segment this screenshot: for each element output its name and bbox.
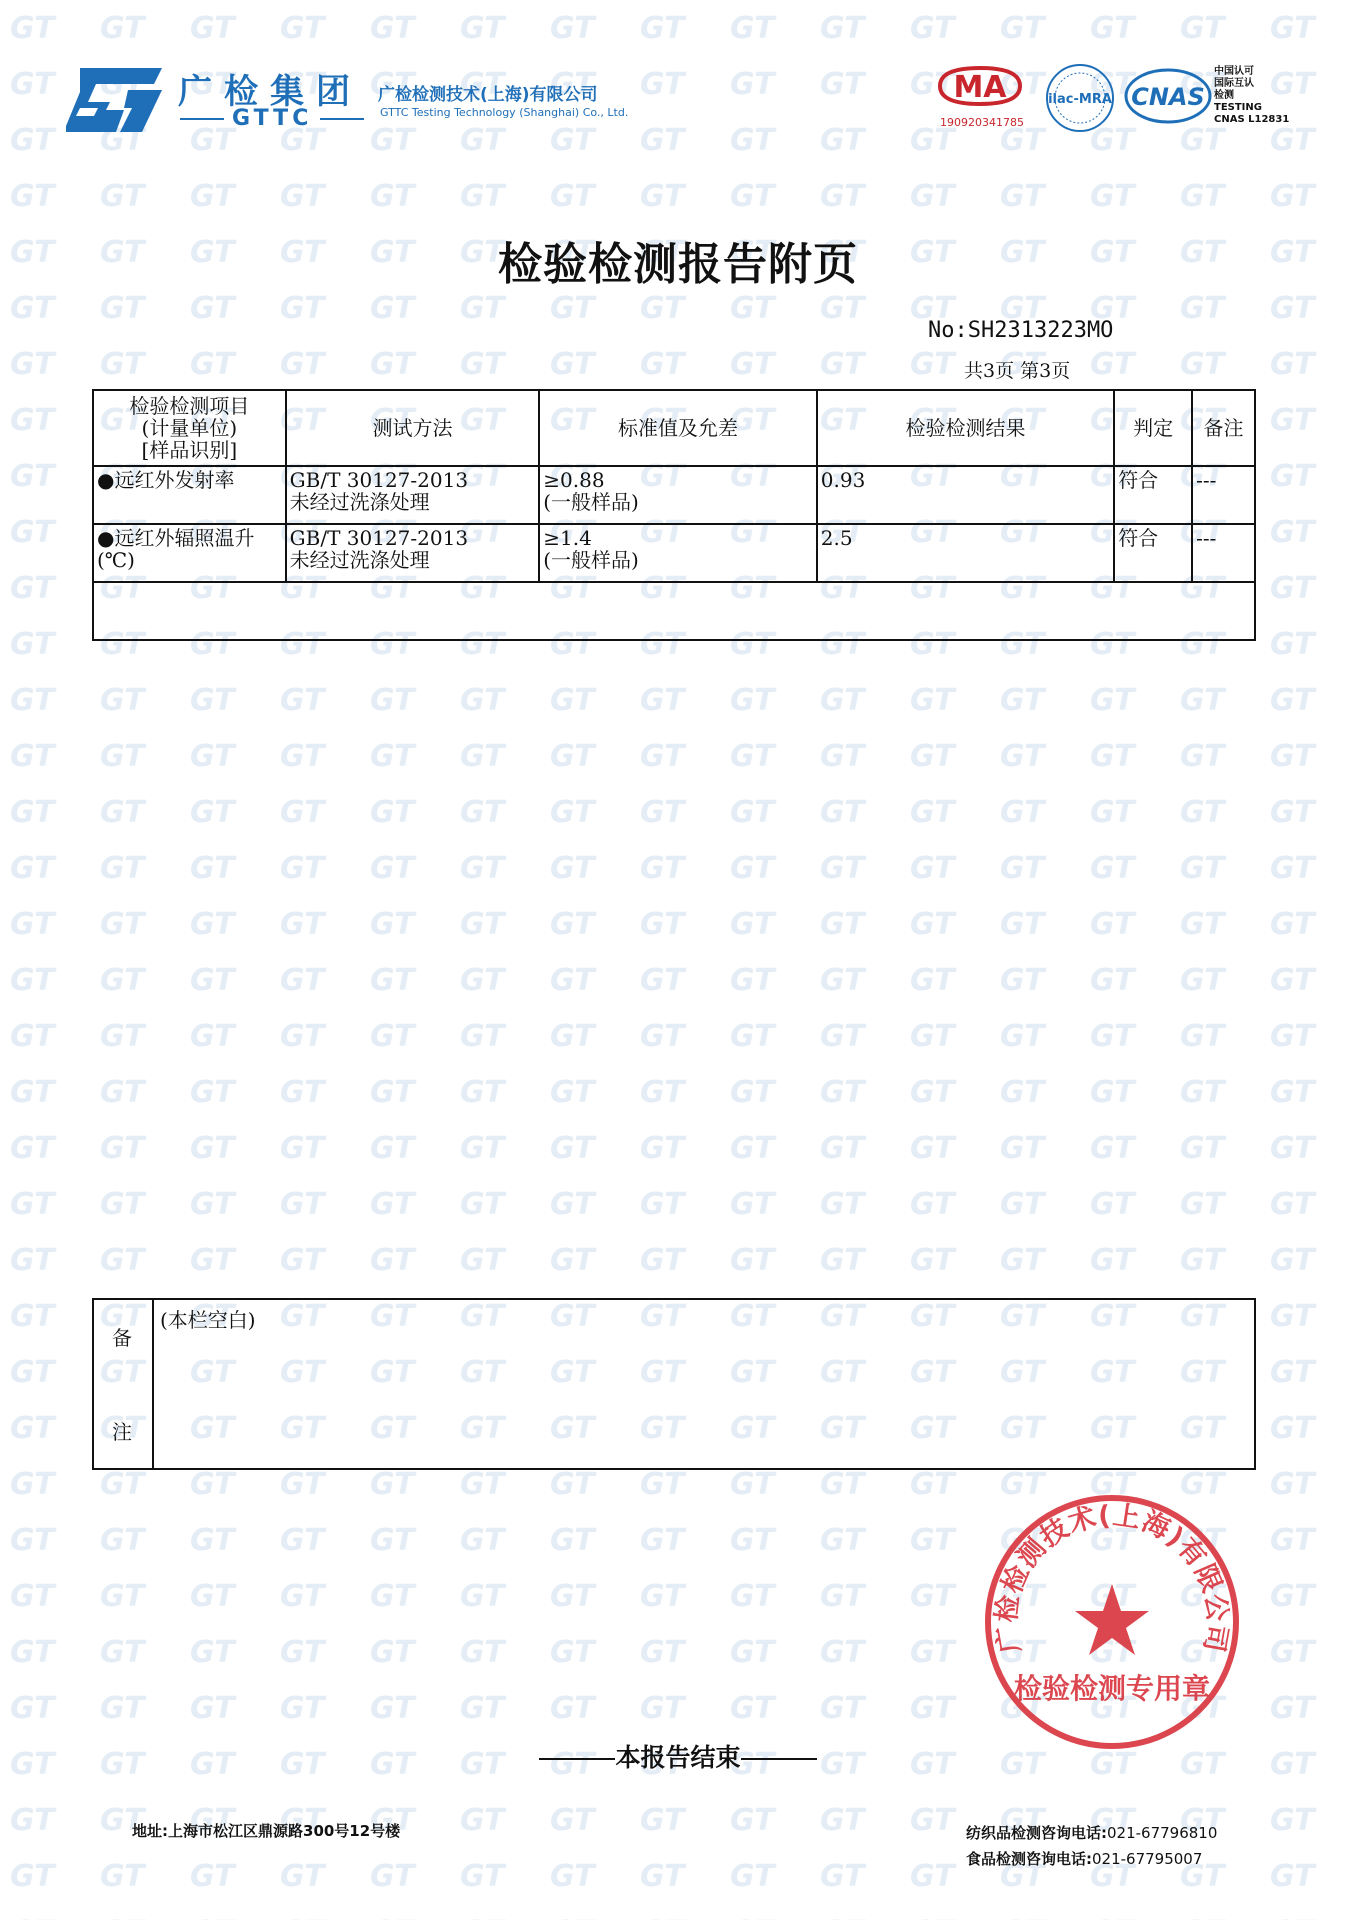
cnas-accreditation-text — [1214, 66, 1289, 126]
food-contact — [966, 1846, 1217, 1872]
official-seal-stamp — [980, 1490, 1244, 1754]
standard-note: (一般样品) — [543, 490, 639, 514]
cell-remark: --- — [1192, 524, 1255, 582]
footer-address — [132, 1820, 400, 1841]
cnas-line: 检测 — [1214, 90, 1234, 101]
report-end-marker — [0, 1738, 1356, 1774]
textile-label: 纺织品检测咨询电话: — [966, 1824, 1107, 1842]
cma-mark-icon — [936, 66, 1024, 106]
header-standard: 标准值及允差 — [539, 390, 817, 466]
header-item-line: 检验检测项目 — [129, 394, 250, 418]
report-number: No:SH2313223MO — [928, 318, 1114, 343]
results-table — [92, 389, 1256, 641]
method-standard: GB/T 30127-2013 — [289, 468, 469, 492]
cell-item — [93, 524, 286, 582]
cnas-line: CNAS L12831 — [1214, 114, 1290, 125]
company-name-en: GTTC Testing Technology (Shanghai) Co., Ltd. — [380, 106, 629, 119]
header-method: 测试方法 — [286, 390, 540, 466]
method-note: 未经过洗涤处理 — [289, 548, 430, 572]
cell-result: 2.5 — [817, 524, 1114, 582]
cell-standard — [539, 466, 817, 524]
item-name: ●远红外辐照温升 — [97, 526, 255, 550]
cell-method — [286, 466, 540, 524]
page-title: 检验检测报告附页 — [498, 239, 858, 290]
seal-bottom-text: 检验检测专用章 — [1013, 1672, 1211, 1705]
cell-result: 0.93 — [817, 466, 1114, 524]
standard-value: ≥0.88 — [543, 468, 605, 492]
blank-cell — [93, 582, 1255, 640]
method-note: 未经过洗涤处理 — [289, 490, 430, 514]
cnas-line: 国际互认 — [1214, 78, 1254, 89]
brand-name-en: GTTC — [172, 106, 372, 131]
header-judgment: 判定 — [1114, 390, 1192, 466]
header-result: 检验检测结果 — [817, 390, 1114, 466]
header-item-line: (计量单位) — [141, 416, 238, 440]
company-name-cn: 广检检测技术(上海)有限公司 — [378, 85, 598, 105]
seal-arc-text: 广检检测技术(上海)有限公司 — [991, 1499, 1233, 1656]
remarks-label — [93, 1299, 153, 1469]
cell-item — [93, 466, 286, 524]
ilac-mra-icon — [1042, 62, 1118, 134]
cell-method — [286, 524, 540, 582]
standard-value: ≥1.4 — [543, 526, 592, 550]
header-remark: 备注 — [1192, 390, 1255, 466]
cell-judgment: 符合 — [1114, 466, 1192, 524]
item-unit: (℃) — [97, 548, 135, 572]
food-label: 食品检测咨询电话: — [966, 1850, 1092, 1868]
header-item — [93, 390, 286, 466]
cnas-label: CNAS — [1131, 83, 1205, 111]
address-label: 地址: — [132, 1822, 168, 1840]
remarks-text: (本栏空白) — [153, 1299, 1255, 1469]
brand-name-cn: 广检集团 — [178, 72, 362, 112]
cma-label: MA — [953, 70, 1007, 105]
gttc-logo-icon — [66, 68, 162, 132]
standard-note: (一般样品) — [543, 548, 639, 572]
cnas-line: 中国认可 — [1214, 66, 1254, 77]
header-item-line: [样品识别] — [141, 438, 238, 462]
table-row — [93, 466, 1255, 524]
table-header-row — [93, 390, 1255, 466]
table-blank-area — [93, 582, 1255, 640]
address-value: 上海市松江区鼎源路300号12号楼 — [168, 1822, 401, 1840]
cell-judgment: 符合 — [1114, 524, 1192, 582]
item-name: ●远红外发射率 — [97, 468, 235, 492]
remarks-label-top: 备 — [112, 1326, 132, 1350]
table-row — [93, 524, 1255, 582]
textile-contact — [966, 1820, 1217, 1846]
remarks-label-bottom: 注 — [112, 1420, 132, 1444]
food-phone: 021-67795007 — [1092, 1850, 1203, 1868]
footer-contacts — [966, 1820, 1217, 1872]
cell-standard — [539, 524, 817, 582]
page-info: 共3页 第3页 — [964, 360, 1071, 382]
method-standard: GB/T 30127-2013 — [289, 526, 469, 550]
cell-remark: --- — [1192, 466, 1255, 524]
ilac-label: ilac-MRA — [1048, 92, 1112, 107]
cnas-mark-icon — [1124, 66, 1212, 126]
cma-number: 190920341785 — [940, 116, 1024, 129]
report-end-text: 本报告结束 — [615, 1743, 741, 1772]
textile-phone: 021-67796810 — [1107, 1824, 1218, 1842]
cnas-line: TESTING — [1214, 102, 1262, 113]
remarks-table — [92, 1298, 1256, 1470]
